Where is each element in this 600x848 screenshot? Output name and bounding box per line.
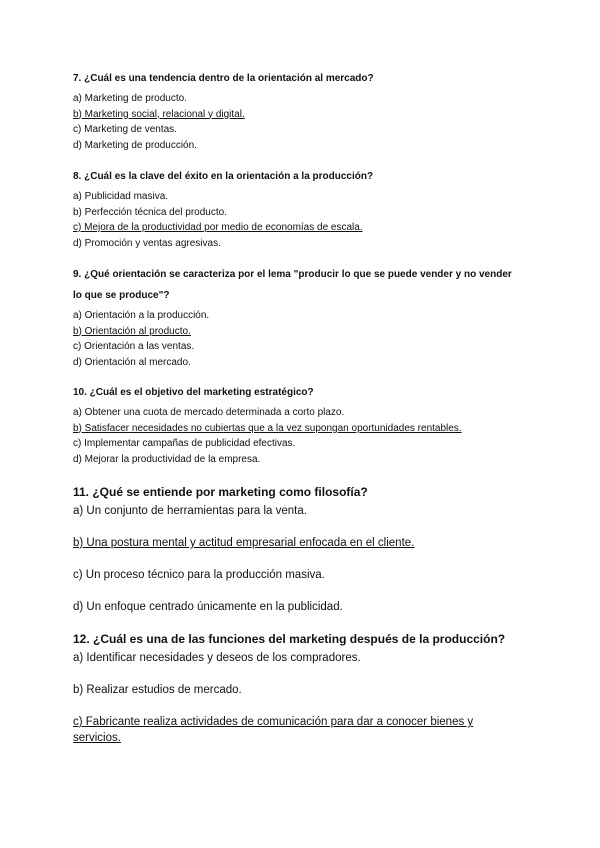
option-d: d) Marketing de producción. (73, 139, 197, 151)
option-b-correct: b) Una postura mental y actitud empresarial enfocada en el cliente. (73, 537, 415, 549)
option-c: c) Un proceso técnico para la producción masiva. (73, 569, 325, 581)
option-a: a) Marketing de producto. (73, 93, 187, 104)
option-d: d) Mejorar la productividad de la empresa. (73, 453, 261, 465)
question-12 (73, 631, 543, 746)
question-title: 11. ¿Qué se entiende por marketing como filosofía? (73, 485, 368, 499)
option-b-correct: b) Orientación al producto. (73, 325, 191, 337)
option-a: a) Un conjunto de herramientas para la venta. (73, 505, 307, 517)
option-c: c) Marketing de ventas. (73, 124, 177, 135)
option-b: b) Realizar estudios de mercado. (73, 684, 242, 696)
question-8 (73, 166, 543, 251)
option-d: d) Orientación al mercado. (73, 356, 191, 368)
option-b: b) Perfección técnica del producto. (73, 206, 227, 218)
option-a: a) Obtener una cuota de mercado determinada a corto plazo. (73, 407, 345, 418)
option-d: d) Promoción y ventas agresivas. (73, 237, 221, 249)
question-title: 8. ¿Cuál es la clave del éxito en la orientación a la producción? (73, 171, 374, 182)
question-7 (73, 68, 543, 153)
question-title-line-2: lo que se produce"? (73, 290, 170, 301)
question-title: 12. ¿Cuál es una de las funciones del marketing después de la producción? (73, 632, 506, 646)
option-c: c) Implementar campañas de publicidad efectivas. (73, 438, 296, 449)
option-c: c) Orientación a las ventas. (73, 341, 195, 352)
question-title: 7. ¿Cuál es una tendencia dentro de la orientación al mercado? (73, 73, 374, 84)
question-10 (73, 382, 543, 467)
option-d: d) Un enfoque centrado únicamente en la publicidad. (73, 601, 343, 613)
question-9 (73, 264, 543, 370)
option-c-correct: c) Fabricante realiza actividades de comunicación para dar a conocer bienes y servicios. (73, 716, 474, 744)
option-a: a) Identificar necesidades y deseos de los compradores. (73, 652, 361, 664)
option-b-correct: b) Marketing social, relacional y digital. (73, 108, 245, 120)
option-a: a) Publicidad masiva. (73, 191, 169, 202)
question-title-line-1: 9. ¿Qué orientación se caracteriza por el lema "producir lo que se puede vender y no vender (73, 269, 512, 280)
option-c-correct: c) Mejora de la productividad por medio de economías de escala. (73, 222, 363, 233)
question-title: 10. ¿Cuál es el objetivo del marketing estratégico? (73, 387, 314, 398)
question-11 (73, 484, 543, 615)
option-b-correct: b) Satisfacer necesidades no cubiertas que a la vez supongan oportunidades rentables. (73, 422, 462, 434)
option-a: a) Orientación a la producción. (73, 310, 210, 321)
